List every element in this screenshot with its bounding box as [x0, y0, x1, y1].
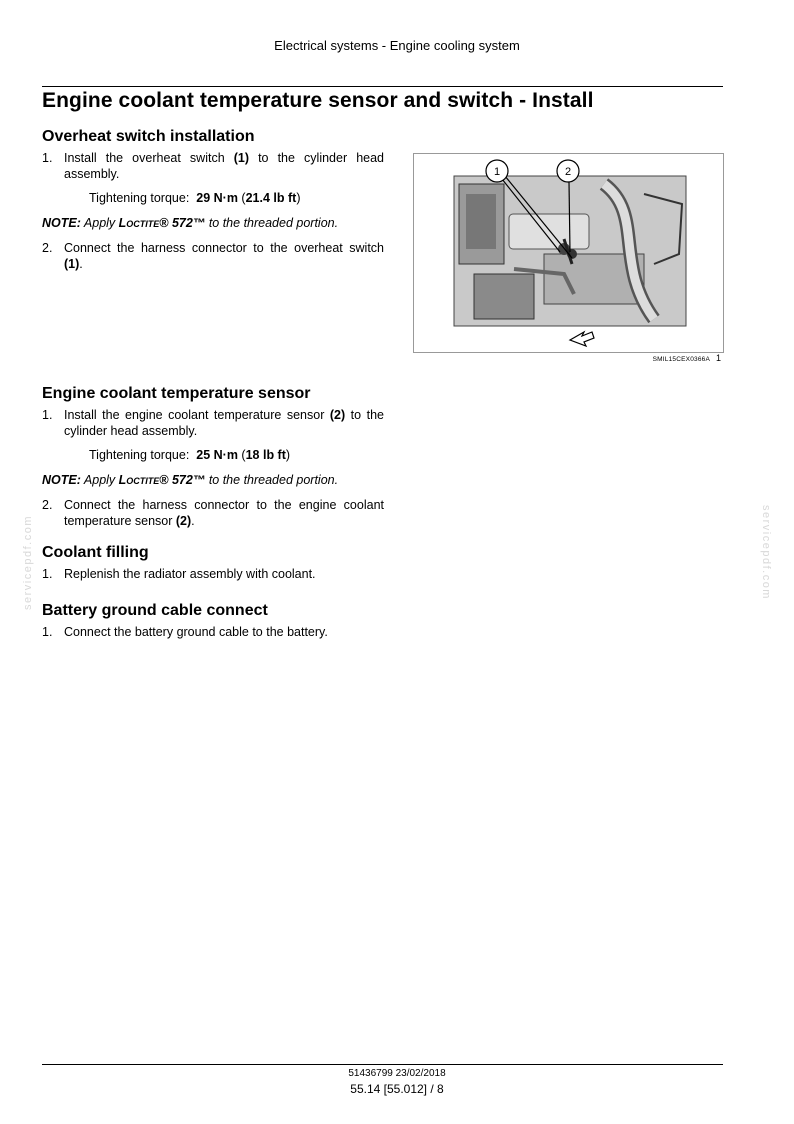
step-item	[42, 407, 384, 439]
product-name: ® 572™	[159, 216, 206, 230]
paren: )	[296, 191, 301, 205]
note-text: Apply	[80, 216, 119, 230]
paren: (	[237, 448, 246, 462]
step-text: to the cylinder head assembly.	[64, 151, 384, 181]
step-text: .	[79, 257, 83, 271]
step-item	[42, 150, 384, 182]
paren: )	[285, 448, 291, 462]
section-heading: Coolant filling	[42, 544, 149, 561]
step-item	[42, 624, 384, 640]
torque-imperial: 21.4 lb ft	[245, 191, 297, 205]
note	[42, 215, 384, 231]
step-number: 1.	[42, 625, 53, 639]
page-title: Engine coolant temperature sensor and switch - Install	[42, 89, 594, 112]
step-text: Install the engine coolant temperature sensor	[64, 408, 330, 422]
callout-label: 2	[564, 166, 572, 178]
brand-name: Loctite	[118, 216, 160, 230]
section-overheat-switch	[42, 127, 384, 272]
step-text: Connect the battery ground cable to the battery.	[64, 625, 328, 639]
torque-label: Tightening torque:	[89, 191, 190, 205]
paren: (	[237, 191, 246, 205]
brand-name: Loctite	[118, 473, 160, 487]
note-text: to the threaded portion.	[205, 216, 339, 230]
section-heading: Battery ground cable connect	[42, 602, 268, 619]
direction-arrow-icon	[570, 332, 594, 346]
part-reference: (2)	[329, 408, 346, 422]
part-reference: (2)	[175, 514, 192, 528]
section-coolant-filling	[42, 543, 384, 582]
note-label: NOTE:	[42, 216, 81, 230]
footer-document-reference: 51436799 23/02/2018	[348, 1068, 446, 1079]
step-text: Replenish the radiator assembly with coolant.	[64, 567, 316, 581]
product-name: ® 572™	[159, 473, 206, 487]
step-number: 2.	[42, 241, 53, 255]
step-text: Install the overheat switch	[64, 151, 234, 165]
step-number: 1.	[42, 151, 53, 165]
part-reference: (1)	[233, 151, 249, 165]
figure-caption-code: SMIL15CEX0366A	[652, 356, 710, 363]
note-text: Apply	[80, 473, 119, 487]
footer-rule	[42, 1064, 723, 1065]
step-text: .	[191, 514, 195, 528]
step-number: 1.	[42, 408, 53, 422]
running-header: Electrical systems - Engine cooling system	[274, 38, 520, 53]
section-heading: Engine coolant temperature sensor	[42, 385, 311, 402]
figure-number: 1	[716, 353, 722, 363]
header-rule	[42, 86, 723, 87]
part-reference: (1)	[64, 257, 80, 271]
torque-spec	[42, 447, 384, 463]
section-heading: Overheat switch installation	[42, 128, 255, 145]
step-text: Connect the harness connector to the engine coolant temperature sensor	[64, 498, 384, 528]
engine-photo-illustration	[414, 154, 723, 352]
section-battery-ground	[42, 601, 384, 640]
torque-metric: 29 N·m	[196, 191, 238, 205]
step-number: 1.	[42, 567, 53, 581]
step-item	[42, 566, 384, 582]
step-text: Connect the harness connector to the overheat switch	[64, 241, 384, 255]
step-item	[42, 240, 384, 272]
torque-imperial: 18 lb ft	[245, 448, 286, 462]
note	[42, 472, 384, 488]
section-coolant-sensor	[42, 384, 384, 529]
watermark: servicepdf.com	[22, 515, 34, 610]
watermark: servicepdf.com	[760, 505, 772, 600]
torque-metric: 25 N·m	[196, 448, 238, 462]
footer-page-number: 55.14 [55.012] / 8	[350, 1082, 444, 1096]
step-number: 2.	[42, 498, 53, 512]
callout-label: 1	[493, 166, 501, 178]
step-text: to the cylinder head assembly.	[64, 408, 384, 438]
engine-figure	[413, 153, 724, 353]
note-text: to the threaded portion.	[205, 473, 339, 487]
torque-label: Tightening torque:	[89, 448, 190, 462]
step-item	[42, 497, 384, 529]
torque-spec	[42, 190, 384, 206]
note-label: NOTE:	[42, 473, 81, 487]
